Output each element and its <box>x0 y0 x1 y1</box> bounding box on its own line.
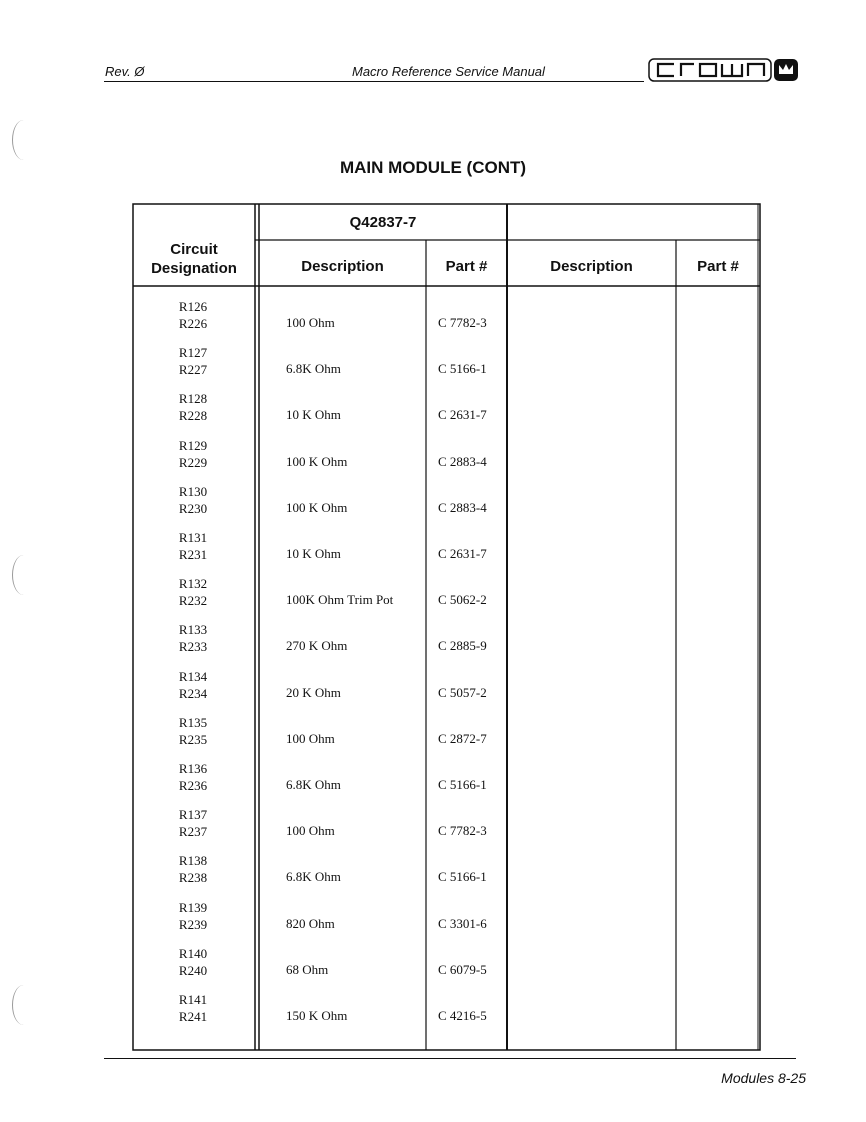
designation-code: R133 <box>178 622 208 638</box>
description-cell: 68 Ohm <box>286 961 329 977</box>
designation-code: R139 <box>178 899 208 915</box>
designation-code: R233 <box>178 639 208 655</box>
part-number-cell: C 2883-4 <box>438 499 487 515</box>
manual-title: Macro Reference Service Manual <box>352 64 545 79</box>
circuit-designation-cell <box>138 852 248 886</box>
circuit-designation-cell <box>138 760 248 794</box>
designation-code: R126 <box>178 299 208 314</box>
designation-code: R227 <box>178 362 208 378</box>
circuit-designation-cell <box>138 437 248 471</box>
designation-code: R238 <box>178 870 208 886</box>
part-number-cell: C 5062-2 <box>438 592 487 608</box>
designation-code: R239 <box>178 916 208 932</box>
description-cell: 100 K Ohm <box>286 499 348 515</box>
description-cell: 100 Ohm <box>286 823 335 839</box>
circuit-designation-cell <box>138 806 248 840</box>
designation-code: R136 <box>178 761 208 776</box>
designation-code: R231 <box>178 547 208 562</box>
circuit-designation-header: Circuit Designation <box>151 241 237 277</box>
description-header: Description <box>301 258 384 275</box>
part-number-header-2: Part # <box>697 258 739 275</box>
description-cell: 10 K Ohm <box>286 546 341 561</box>
designation-code: R127 <box>178 345 208 361</box>
binder-hole-mark <box>12 120 35 160</box>
circuit-designation-cell <box>138 945 248 979</box>
designation-code: R229 <box>178 454 208 470</box>
designation-code: R135 <box>178 714 208 730</box>
page-footer: Modules 8-25 <box>721 1070 806 1086</box>
description-cell: 820 Ohm <box>286 915 335 931</box>
description-cell: 100 Ohm <box>286 730 335 746</box>
circuit-designation-cell <box>138 390 248 424</box>
circuit-designation-cell <box>138 991 248 1025</box>
part-number-cell: C 5166-1 <box>438 777 487 792</box>
description-cell: 6.8K Ohm <box>286 777 341 792</box>
designation-code: R226 <box>178 316 208 331</box>
description-cell: 270 K Ohm <box>286 638 348 654</box>
footer-rule <box>104 1058 796 1059</box>
part-number-cell: C 6079-5 <box>438 961 487 977</box>
part-number-cell: C 2883-4 <box>438 453 487 469</box>
part-number-cell: C 2631-7 <box>438 546 487 561</box>
circuit-designation-cell <box>138 529 248 563</box>
designation-code: R234 <box>178 685 208 701</box>
part-number-cell: C 5166-1 <box>438 869 487 885</box>
page-title: MAIN MODULE (CONT) <box>339 158 527 177</box>
description-header-2: Description <box>550 258 633 275</box>
circuit-designation-cell <box>138 344 248 378</box>
part-number-cell: C 5057-2 <box>438 684 487 700</box>
designation-code: R232 <box>178 593 208 609</box>
designation-code: R132 <box>178 576 208 592</box>
circuit-designation-cell <box>138 483 248 517</box>
designation-code: R134 <box>178 668 208 684</box>
circuit-designation-cell <box>138 298 248 332</box>
part-number-cell: C 5166-1 <box>438 361 487 377</box>
description-cell: 100 Ohm <box>286 315 335 330</box>
designation-code: R230 <box>178 500 208 516</box>
part-number-cell: C 2885-9 <box>438 638 487 654</box>
designation-code: R241 <box>178 1009 208 1024</box>
part-number-cell: C 4216-5 <box>438 1008 487 1023</box>
binder-hole-mark <box>12 555 35 595</box>
part-number-cell: C 7782-3 <box>438 315 487 330</box>
designation-code: R128 <box>178 391 208 407</box>
designation-code: R236 <box>178 778 208 793</box>
designation-code: R138 <box>178 853 208 869</box>
revision-label: Rev. Ø <box>105 64 145 79</box>
designation-code: R140 <box>178 945 208 961</box>
description-cell: 150 K Ohm <box>286 1008 348 1023</box>
description-cell: 20 K Ohm <box>286 684 341 700</box>
designation-code: R130 <box>178 483 208 499</box>
designation-code: R129 <box>178 437 208 453</box>
part-number-cell: C 7782-3 <box>438 823 487 839</box>
circuit-designation-cell <box>138 668 248 702</box>
description-cell: 100 K Ohm <box>286 453 348 469</box>
part-number-header: Part # <box>445 258 488 275</box>
designation-code: R237 <box>178 824 208 840</box>
part-number-cell: C 3301-6 <box>438 915 487 931</box>
part-number-cell: C 2631-7 <box>438 407 487 423</box>
circuit-designation-cell <box>138 714 248 748</box>
description-cell: 10 K Ohm <box>286 407 341 423</box>
designation-code: R137 <box>178 807 208 823</box>
description-cell: 100K Ohm Trim Pot <box>286 592 394 608</box>
circuit-designation-cell <box>138 575 248 609</box>
designation-code: R240 <box>178 962 208 978</box>
designation-code: R235 <box>178 731 208 747</box>
circuit-designation-cell <box>138 899 248 933</box>
description-cell: 6.8K Ohm <box>286 361 341 377</box>
description-cell: 6.8K Ohm <box>286 869 341 885</box>
designation-code: R228 <box>178 408 208 424</box>
group-label: Q42837-7 <box>349 214 417 231</box>
designation-code: R141 <box>178 992 208 1007</box>
designation-code: R131 <box>178 530 208 545</box>
binder-hole-mark <box>12 985 35 1025</box>
circuit-designation-cell <box>138 621 248 655</box>
part-number-cell: C 2872-7 <box>438 730 487 746</box>
